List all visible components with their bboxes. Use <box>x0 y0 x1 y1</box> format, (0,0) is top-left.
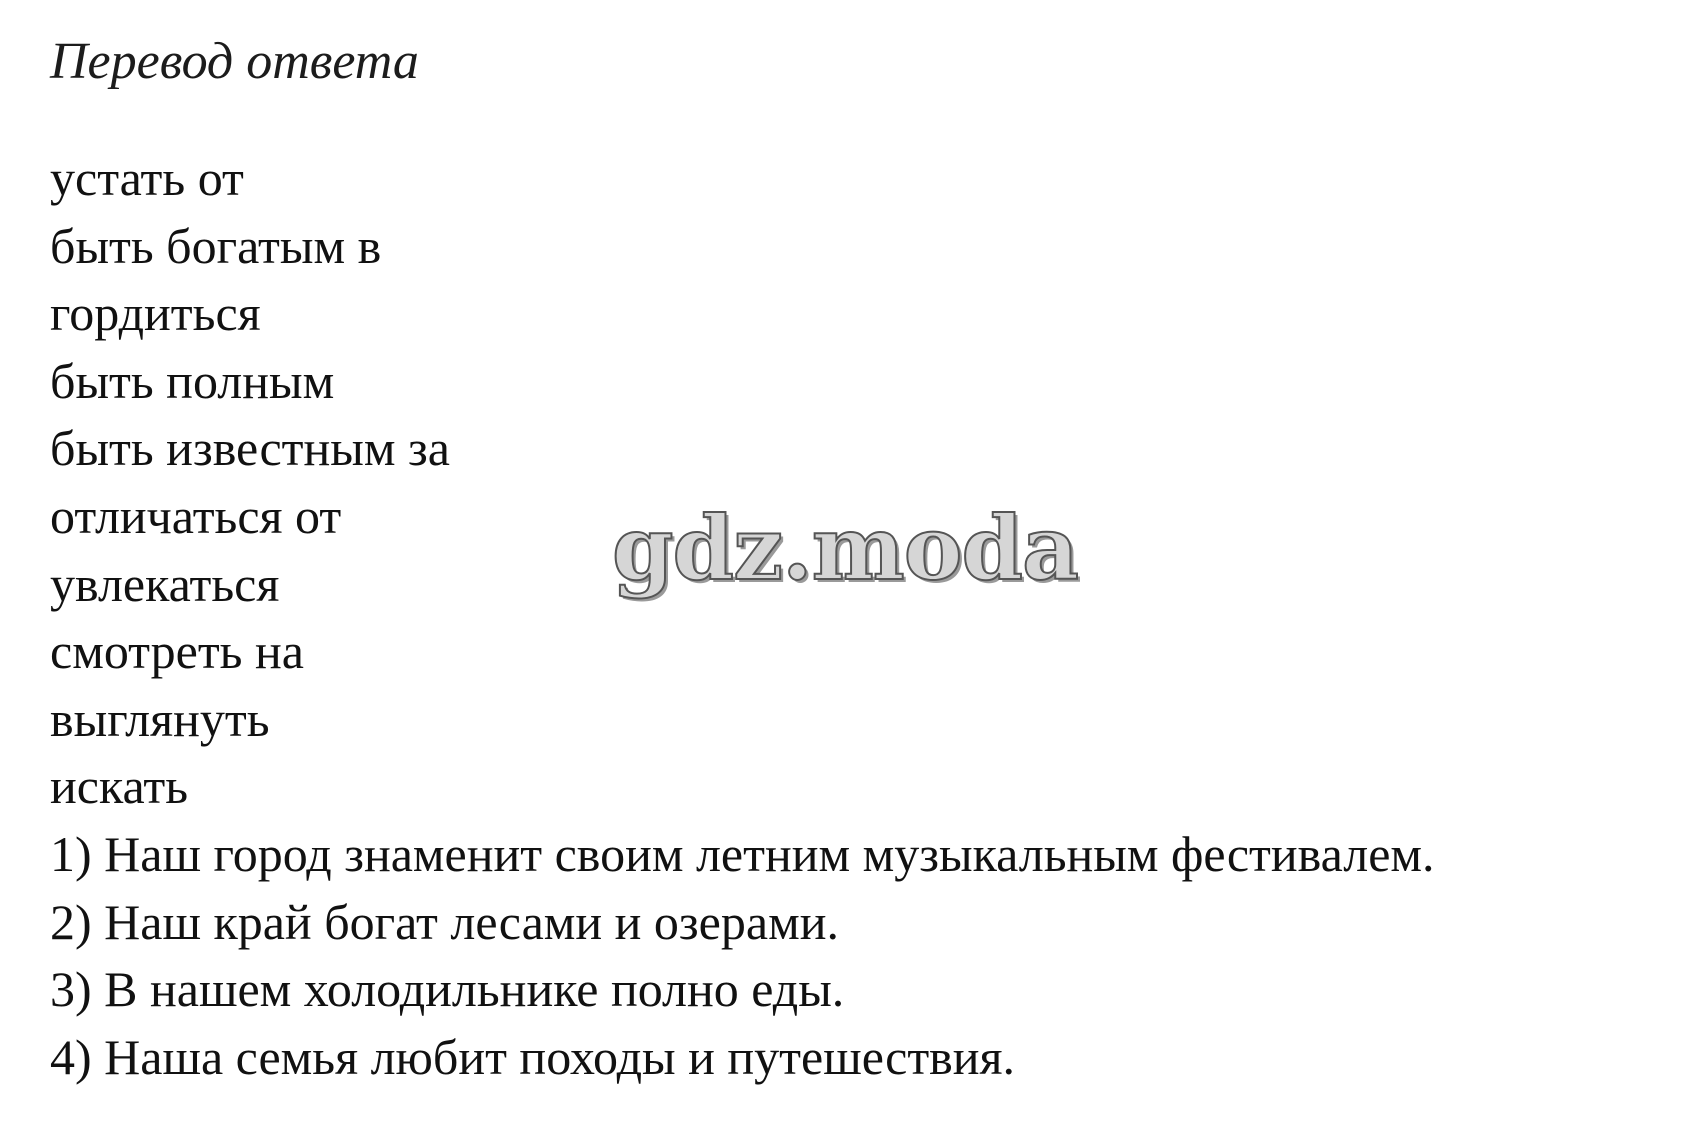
phrase-item: искать <box>50 758 189 815</box>
phrase-item: увлекаться <box>50 555 280 612</box>
sentence-item: 3) В нашем холодильнике полно еды. <box>50 961 845 1018</box>
phrase-item: быть полным <box>50 352 335 409</box>
watermark-logo: gdz.moda <box>612 496 1079 600</box>
phrase-item: быть богатым в <box>50 217 382 274</box>
sentence-item: 2) Наш край богат лесами и озерами. <box>50 893 839 950</box>
phrase-item: гордиться <box>50 285 261 342</box>
phrase-item: устать от <box>50 150 244 206</box>
answer-translation-heading: Перевод ответа <box>50 33 419 90</box>
phrase-translation-list <box>50 145 450 821</box>
sentence-item: 1) Наш город знаменит своим летним музыкальным фестивалем. <box>50 826 1435 882</box>
phrase-item: выглянуть <box>50 690 270 747</box>
phrase-item: смотреть на <box>50 623 304 680</box>
sentence-translation-list <box>50 821 1435 1091</box>
phrase-item: быть известным за <box>50 420 450 477</box>
sentence-item: 4) Наша семья любит походы и путешествия. <box>50 1028 1016 1085</box>
phrase-item: отличаться от <box>50 487 342 544</box>
